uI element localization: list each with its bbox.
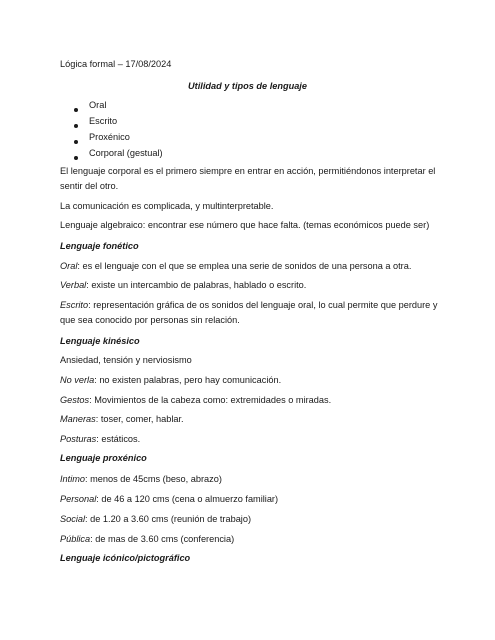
text-escrito: : representación gráfica de os sonidos del lenguaje oral, lo cual permite que perdure y: [88, 300, 438, 310]
bullet-icon: [74, 104, 78, 114]
item-maneras: [60, 414, 184, 424]
list-item: Escrito: [89, 116, 118, 126]
heading-kinesico: Lenguaje kinésico: [60, 336, 140, 346]
list-item: Corporal (gestual): [89, 148, 163, 158]
bullet-icon: [74, 152, 78, 162]
term-publica: Pública: [60, 534, 91, 544]
item-escrito-cont: que sea conocido por personas sin relación.: [60, 315, 240, 325]
list-item: Oral: [89, 100, 107, 110]
heading-proxenico: Lenguaje proxénico: [60, 453, 147, 463]
term-maneras: Maneras: [60, 414, 96, 424]
term-personal: Personal: [60, 494, 97, 504]
item-social: [60, 514, 251, 524]
paragraph-corporal-line1: El lenguaje corporal es el primero siempre en entrar en acción, permitiéndonos interpretar el: [60, 166, 436, 176]
term-posturas: Posturas: [60, 434, 97, 444]
term-no-verla: No verla: [60, 375, 95, 385]
term-social: Social: [60, 514, 86, 524]
term-oral: Oral: [60, 261, 78, 271]
item-intimo: [60, 474, 222, 484]
text-verbal: : existe un intercambio de palabras, hablado o escrito.: [86, 280, 307, 290]
term-intimo: Intimo: [60, 474, 86, 484]
item-personal: [60, 494, 278, 504]
document-header: Lógica formal – 17/08/2024: [60, 59, 172, 69]
item-escrito: [60, 300, 437, 310]
item-oral: [60, 261, 411, 271]
term-escrito: Escrito: [60, 300, 89, 310]
item-posturas: [60, 434, 140, 444]
bullet-icon: [74, 120, 78, 130]
paragraph-kinesico-intro: Ansiedad, tensión y nerviosismo: [60, 355, 192, 365]
item-publica: [60, 534, 234, 544]
text-posturas: : estáticos.: [96, 434, 141, 444]
term-verbal: Verbal: [60, 280, 87, 290]
heading-iconico: Lenguaje icónico/pictográfico: [60, 553, 191, 563]
text-social: : de 1.20 a 3.60 cms (reunión de trabajo): [85, 514, 252, 524]
text-intimo: : menos de 45cms (beso, abrazo): [85, 474, 222, 484]
paragraph-comunicacion: La comunicación es complicada, y multinterpretable.: [60, 201, 274, 211]
list-item: Proxénico: [89, 132, 130, 142]
term-gestos: Gestos: [60, 395, 90, 405]
document-title: Utilidad y tipos de lenguaje: [188, 81, 307, 91]
paragraph-algebraico: Lenguaje algebraico: encontrar ese número que hace falta. (temas económicos puede ser): [60, 220, 430, 230]
paragraph-corporal-line2: sentir del otro.: [60, 181, 119, 191]
item-gestos: [60, 395, 331, 405]
text-publica: : de mas de 3.60 cms (conferencia): [90, 534, 235, 544]
text-no-verla: : no existen palabras, pero hay comunicación.: [94, 375, 282, 385]
item-verbal: [60, 280, 306, 290]
text-gestos: : Movimientos de la cabeza como: extremidades o miradas.: [89, 395, 332, 405]
text-personal: : de 46 a 120 cms (cena o almuerzo familiar): [96, 494, 279, 504]
text-oral: : es el lenguaje con el que se emplea una serie de sonidos de una persona a otra.: [77, 261, 412, 271]
item-no-verla: [60, 375, 281, 385]
text-maneras: : toser, comer, hablar.: [95, 414, 184, 424]
heading-fonetico: Lenguaje fonético: [60, 241, 139, 251]
bullet-icon: [74, 136, 78, 146]
